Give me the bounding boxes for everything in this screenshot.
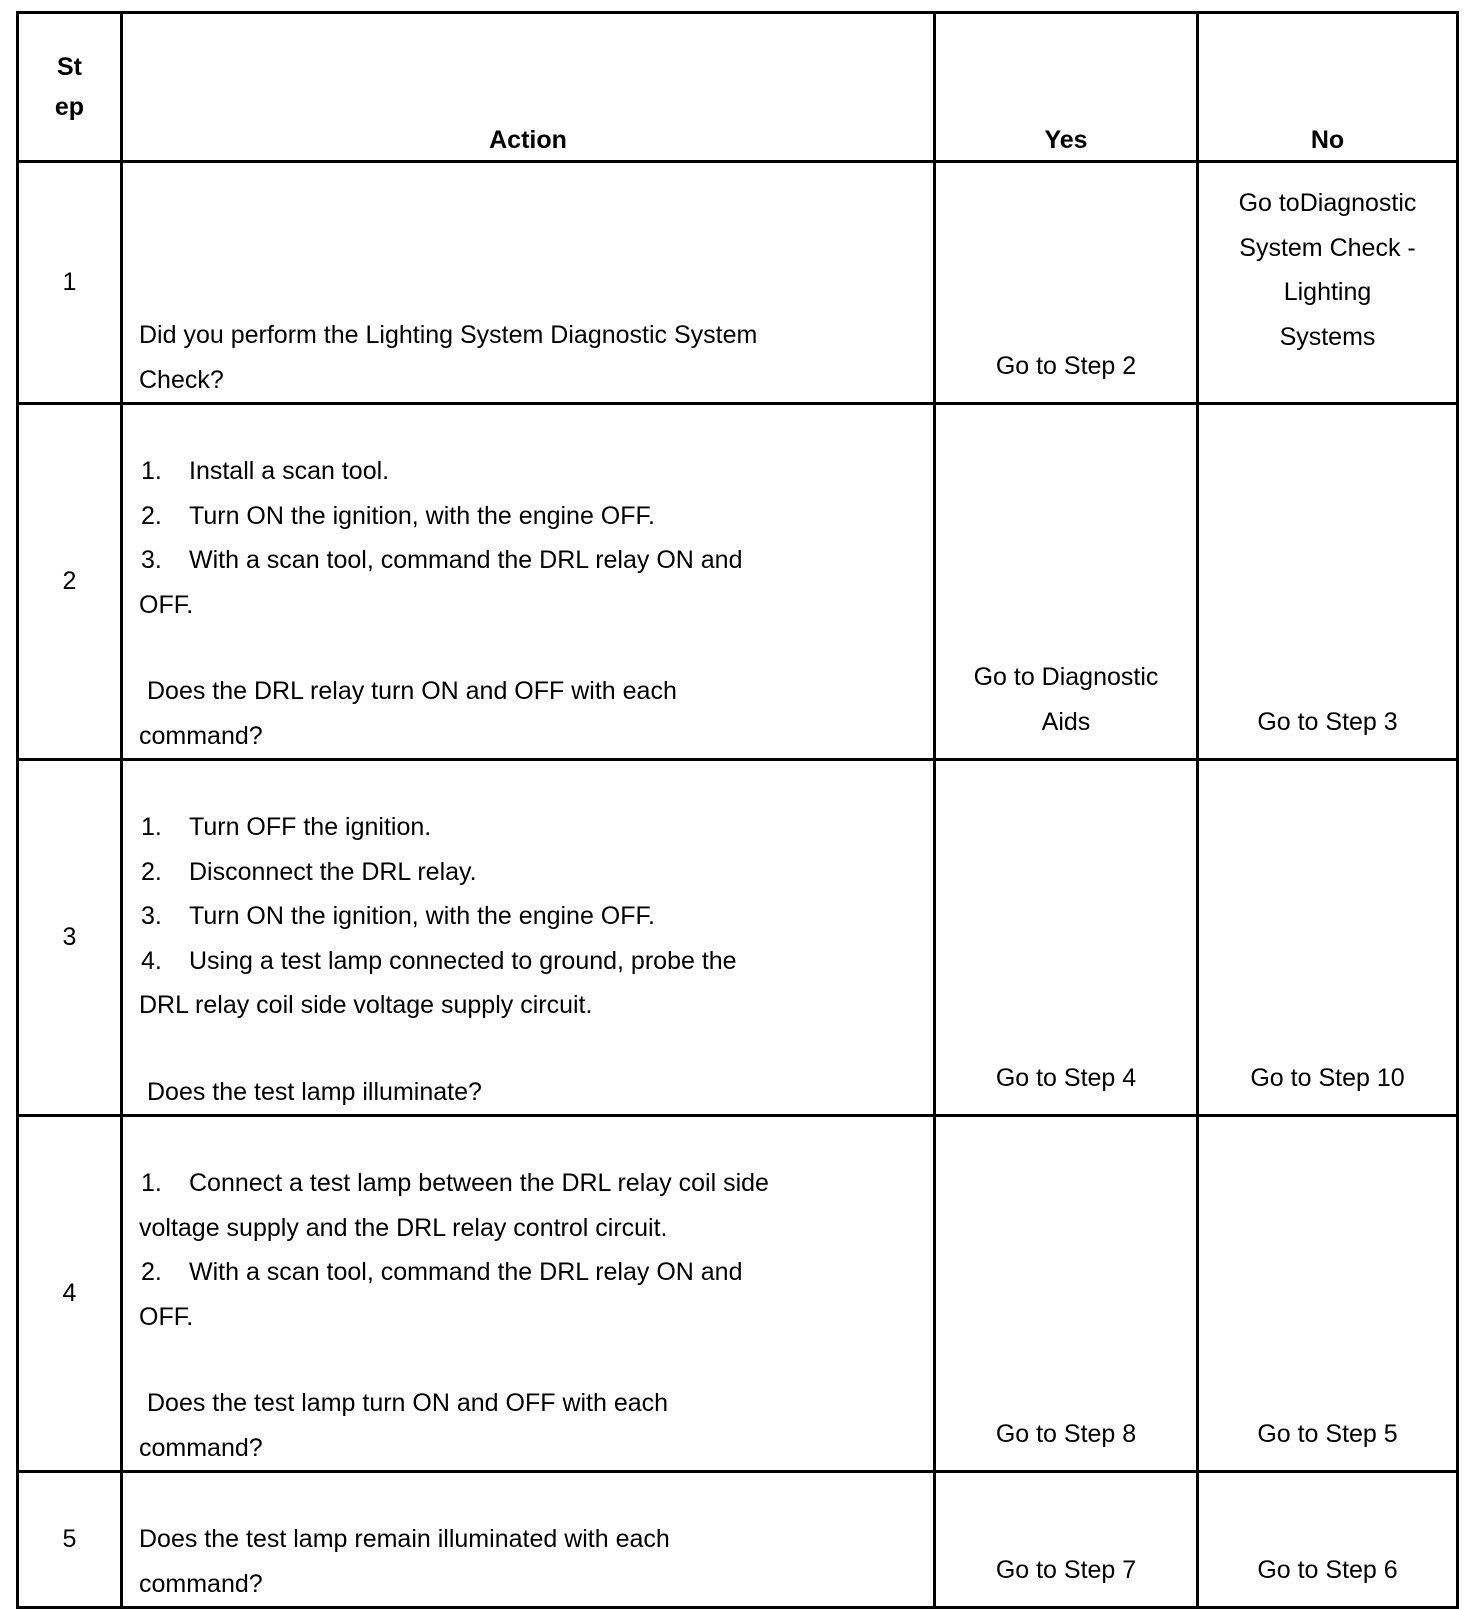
question-line: Does the test lamp turn ON and OFF with each bbox=[147, 1389, 669, 1417]
spacer bbox=[139, 1028, 925, 1070]
action-item bbox=[139, 1161, 925, 1206]
item-text: Disconnect the DRL relay. bbox=[189, 857, 477, 886]
item-number: 3. bbox=[141, 902, 162, 930]
header-action: Action bbox=[122, 13, 935, 162]
header-no: No bbox=[1198, 13, 1458, 162]
action-item bbox=[139, 1250, 925, 1295]
spacer bbox=[139, 627, 925, 669]
header-step-line2: ep bbox=[54, 93, 85, 121]
item-number: 2. bbox=[141, 857, 162, 886]
item-number: 1. bbox=[141, 457, 162, 485]
step-number: 2 bbox=[18, 404, 122, 760]
table-row bbox=[18, 1472, 1458, 1608]
no-cell: Go to Step 3 bbox=[1198, 404, 1458, 760]
action-cell bbox=[122, 404, 935, 760]
yes-line: Go to Diagnostic bbox=[973, 663, 1159, 691]
no-cell: Go to Step 5 bbox=[1198, 1116, 1458, 1472]
yes-cell: Go to Step 2 bbox=[935, 162, 1198, 404]
question-line: command? bbox=[139, 1433, 263, 1462]
step-number: 3 bbox=[18, 760, 122, 1116]
item-number: 3. bbox=[141, 546, 162, 574]
action-line: Does the test lamp remain illuminated with each bbox=[139, 1525, 670, 1553]
no-line: System Check - bbox=[1239, 233, 1416, 262]
action-item bbox=[139, 805, 925, 850]
no-line: Lighting bbox=[1283, 278, 1372, 306]
item-text: Connect a test lamp between the DRL relay coil side bbox=[189, 1169, 769, 1197]
item-text: With a scan tool, command the DRL relay ON and bbox=[189, 1258, 743, 1286]
question-line: Does the DRL relay turn ON and OFF with each bbox=[147, 677, 677, 705]
table-row bbox=[18, 760, 1458, 1116]
item-text: Turn ON the ignition, with the engine OFF. bbox=[189, 902, 655, 930]
item-text: Install a scan tool. bbox=[189, 457, 390, 485]
action-item-continued: OFF. bbox=[139, 1302, 194, 1331]
action-line: Did you perform the Lighting System Diagnostic System bbox=[139, 321, 758, 349]
yes-cell: Go to Step 4 bbox=[935, 760, 1198, 1116]
item-number: 1. bbox=[141, 813, 162, 841]
action-item bbox=[139, 850, 925, 895]
table-row bbox=[18, 404, 1458, 760]
item-text: Turn ON the ignition, with the engine OFF. bbox=[189, 501, 655, 530]
table-row bbox=[18, 1116, 1458, 1472]
header-yes: Yes bbox=[935, 13, 1198, 162]
item-number: 2. bbox=[141, 501, 162, 530]
item-number: 2. bbox=[141, 1258, 162, 1286]
action-cell bbox=[122, 760, 935, 1116]
action-item bbox=[139, 494, 925, 539]
step-number: 5 bbox=[18, 1472, 122, 1608]
action-item bbox=[139, 449, 925, 494]
yes-cell: Go to Step 8 bbox=[935, 1116, 1198, 1472]
action-item bbox=[139, 939, 925, 984]
spacer bbox=[139, 1339, 925, 1381]
yes-cell bbox=[935, 404, 1198, 760]
step-number: 1 bbox=[18, 162, 122, 404]
table-row bbox=[18, 162, 1458, 404]
no-line: Systems bbox=[1279, 322, 1376, 351]
no-cell: Go to Step 6 bbox=[1198, 1472, 1458, 1608]
header-step-line1: St bbox=[57, 53, 82, 81]
action-line: Check? bbox=[139, 365, 224, 394]
yes-cell: Go to Step 7 bbox=[935, 1472, 1198, 1608]
item-text: Using a test lamp connected to ground, probe the bbox=[189, 946, 737, 975]
diagnostic-table bbox=[16, 11, 1459, 1609]
item-text: With a scan tool, command the DRL relay ON and bbox=[189, 546, 743, 574]
question-line: command? bbox=[139, 721, 263, 750]
item-number: 4. bbox=[141, 946, 162, 975]
no-cell: Go to Step 10 bbox=[1198, 760, 1458, 1116]
header-step bbox=[18, 13, 122, 162]
action-line: command? bbox=[139, 1569, 263, 1598]
action-cell bbox=[122, 1472, 935, 1608]
action-item-continued: OFF. bbox=[139, 590, 194, 619]
item-number: 1. bbox=[141, 1169, 162, 1197]
item-text: Turn OFF the ignition. bbox=[189, 813, 432, 841]
question-line: Does the test lamp illuminate? bbox=[147, 1077, 482, 1106]
action-item-continued: DRL relay coil side voltage supply circuit. bbox=[139, 991, 593, 1019]
no-line: Go toDiagnostic bbox=[1238, 189, 1417, 217]
action-item-continued: voltage supply and the DRL relay control circuit. bbox=[139, 1213, 668, 1242]
step-number: 4 bbox=[18, 1116, 122, 1472]
action-cell bbox=[122, 162, 935, 404]
no-cell bbox=[1198, 162, 1458, 404]
table-header-row bbox=[18, 13, 1458, 162]
action-item bbox=[139, 894, 925, 939]
action-item bbox=[139, 538, 925, 583]
yes-line: Aids bbox=[1041, 707, 1091, 736]
action-cell bbox=[122, 1116, 935, 1472]
